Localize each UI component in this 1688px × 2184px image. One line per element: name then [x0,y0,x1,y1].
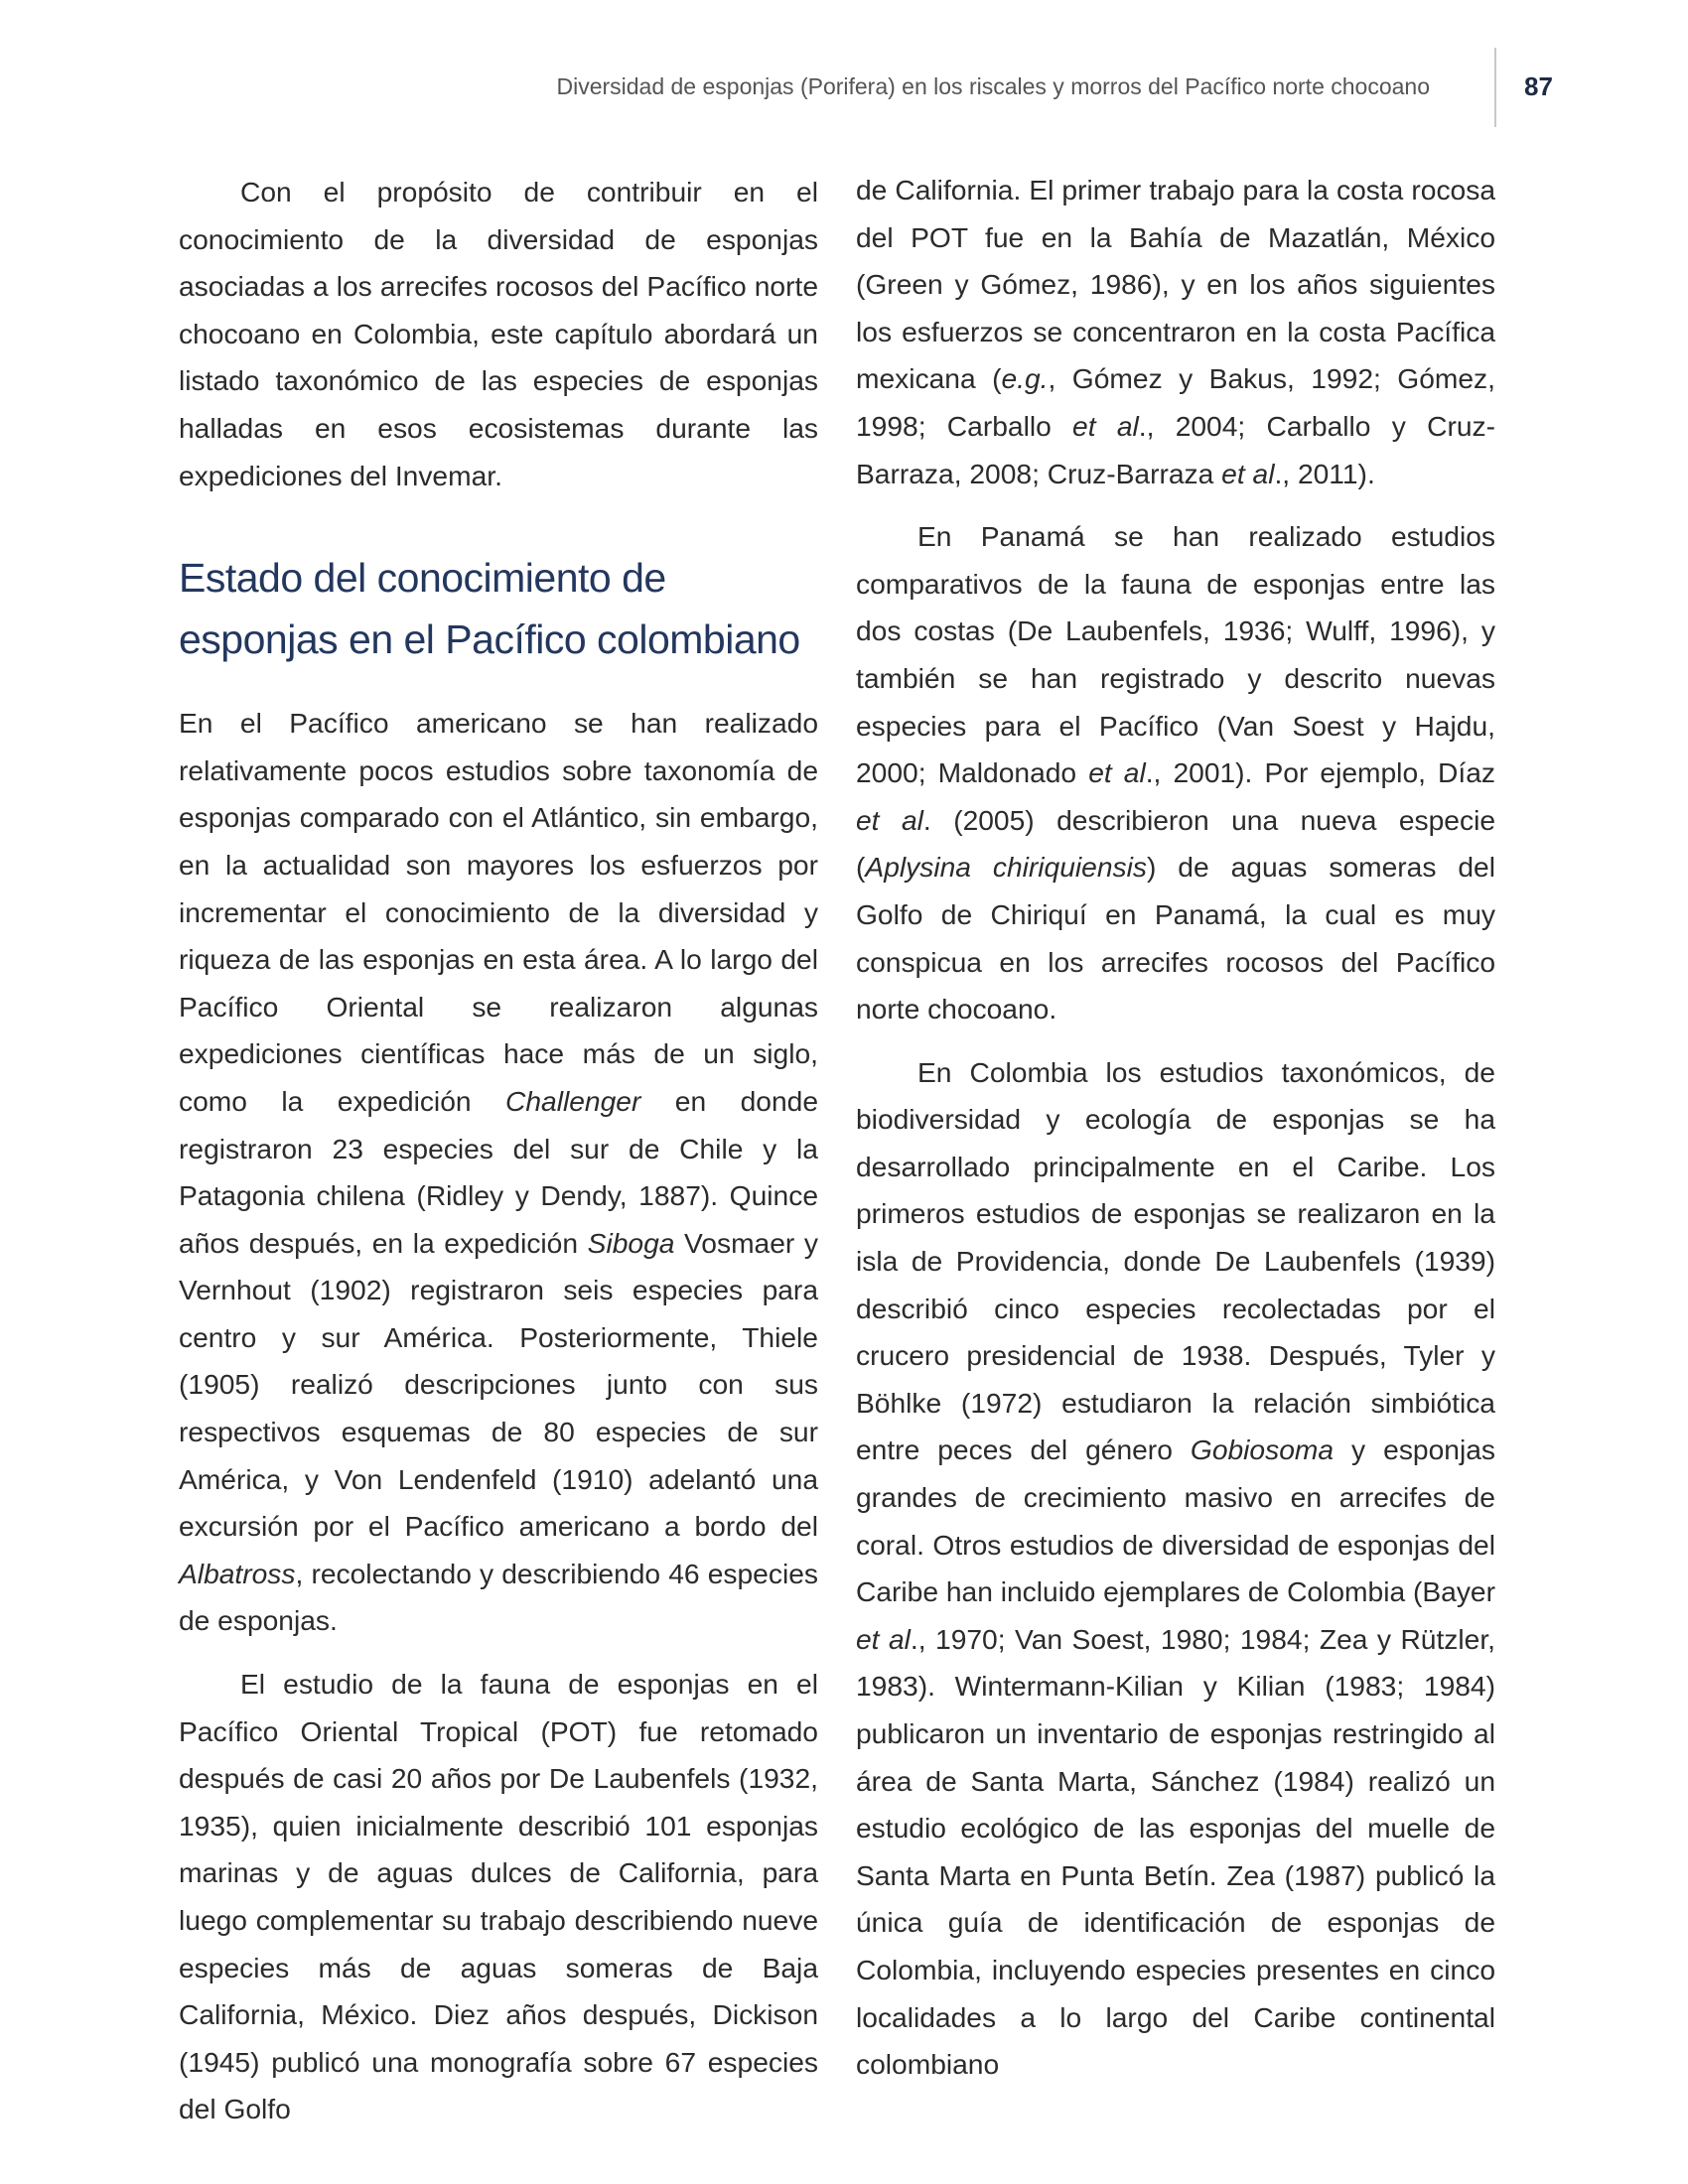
right-column [856,167,1495,2105]
text-run: en donde registraron 23 especies del sur de Chile y la Patagonia chilena (Ridley y Dendy, 1887). Quince años después, en la expedición [179,1084,818,1259]
text-run: . (2005) describieron una nueva especie ( [856,803,1496,884]
text-run: ., 2001). Por ejemplo, Díaz [1145,756,1495,789]
italic-run: et al [1221,457,1275,489]
section-heading: Estado del conocimiento de esponjas en el Pacífico colombiano [179,555,800,663]
text-run: En el Pacífico americano se han realizado relativamente pocos estudios sobre taxonomía de esponjas comparado con el Atlántico, sin embargo, en la actualidad son mayores los esfuerzos por incrementar el conocimiento de la diversidad y riqueza de las esponjas en esta área. A lo largo del Pacífico Oriental se realizaron algunas expediciones científicas hace más de un siglo, como la expedición [179,707,818,1117]
paragraph-pot-studies: El estudio de la fauna de esponjas en el Pacífico Oriental Tropical (POT) fue retomado después de casi 20 años por De Laubenfels (1932, 1935), quien inicialmente describió 101 esponjas marinas y de aguas dulces de California, para luego complementar su trabajo describiendo nueve especies más de aguas someras de Baja California, México. Diez años después, Dickison (1945) publicó una monografía sobre 67 especies del Golfo [179,1668,818,2125]
text-run: ., 2004; Carballo y Cruz-Barraza, 2008; Cruz-Barraza [856,409,1495,489]
text-run: Vosmaer y Vernhout (1902) registraron seis especies para centro y sur América. Posteriormente, Thiele (1905) realizó descripciones junto con sus respectivos esquemas de 80 especies de sur América, y Von Lendenfeld (1910) adelantó una excursión por el Pacífico americano a bordo del [179,1226,818,1543]
italic-run: Challenger [505,1084,641,1117]
text-run: ., 2011). [1274,457,1375,489]
text-run: ) de aguas someras del Golfo de Chiriquí en Panamá, la cual es muy conspicua en los arrecifes rocosos del Pacífico norte chocoano. [856,851,1495,1025]
paragraph-pacific-studies [179,700,818,1645]
text-run: de California. El primer trabajo para la costa rocosa del POT fue en la Bahía de Mazatlán, México (Green y Gómez, 1986), y en los años siguientes los esfuerzos se concentraron en la costa Pacífica mexicana ( [856,174,1495,395]
text-run: En Panamá se han realizado estudios comparativos de la fauna de esponjas entre las dos costas (De Laubenfels, 1936; Wulff, 1996), y también se han registrado y descrito nuevas especies para el Pacífico (Van Soest y Hajdu, 2000; Maldonado [856,520,1495,789]
italic-run: Siboga [587,1226,675,1259]
running-header: Diversidad de esponjas (Porifera) en los riscales y morros del Pacífico norte chocoano [556,73,1430,99]
header-divider [1494,48,1496,127]
intro-paragraph: Con el propósito de contribuir en el conocimiento de la diversidad de esponjas asociadas a los arrecifes rocosos del Pacífico norte chocoano en Colombia, este capítulo abordará un listado taxonómico de las especies de esponjas halladas en esos ecosistemas durante las expediciones del Invemar. [179,176,818,491]
text-run: , recolectando y describiendo 46 especies de esponjas. [179,1557,818,1637]
italic-run: et al [856,803,923,836]
italic-run: et al [1072,409,1139,442]
italic-run: Albatross [179,1557,296,1589]
italic-run: et al [1088,756,1146,789]
text-run: En Colombia los estudios taxonómicos, de biodiversidad y ecología de esponjas se ha desarrollado principalmente en el Caribe. Los primeros estudios de esponjas se realizaron en la isla de Providencia, donde De Laubenfels (1939) describió cinco especies recolectadas por el crucero presidencial de 1938. Después, Tyler y Böhlke (1972) estudiaron la relación simbiótica entre peces del género [856,1055,1495,1466]
italic-run: Aplysina chiriquiensis [865,851,1147,884]
paragraph-colombia [856,1049,1495,2089]
paragraph-california-continued [856,167,1495,497]
italic-run: et al [856,1622,911,1655]
italic-run: Gobiosoma [1190,1433,1335,1466]
left-column [179,169,818,2149]
text-run: , Gómez y Bakus, 1992; Gómez, 1998; Carballo [856,362,1495,442]
page-number: 87 [1524,71,1553,101]
text-run: ., 1970; Van Soest, 1980; 1984; Zea y Rützler, 1983). Wintermann-Kilian y Kilian (1983; 1984) publicaron un inventario de esponjas restringido al área de Santa Marta, Sánchez (1984) realizó un estudio ecológico de las esponjas del muelle de Santa Marta en Punta Betín. Zea (1987) publicó la única guía de identificación de esponjas de Colombia, incluyendo especies presentes en cinco localidades a lo largo del Caribe continental colombiano [856,1622,1496,2081]
text-run: y esponjas grandes de crecimiento masivo en arrecifes de coral. Otros estudios de diversidad de esponjas del Caribe han incluido ejemplares de Colombia (Bayer [856,1433,1495,1608]
italic-run: e.g. [1001,362,1049,395]
paragraph-panama [856,513,1495,1033]
